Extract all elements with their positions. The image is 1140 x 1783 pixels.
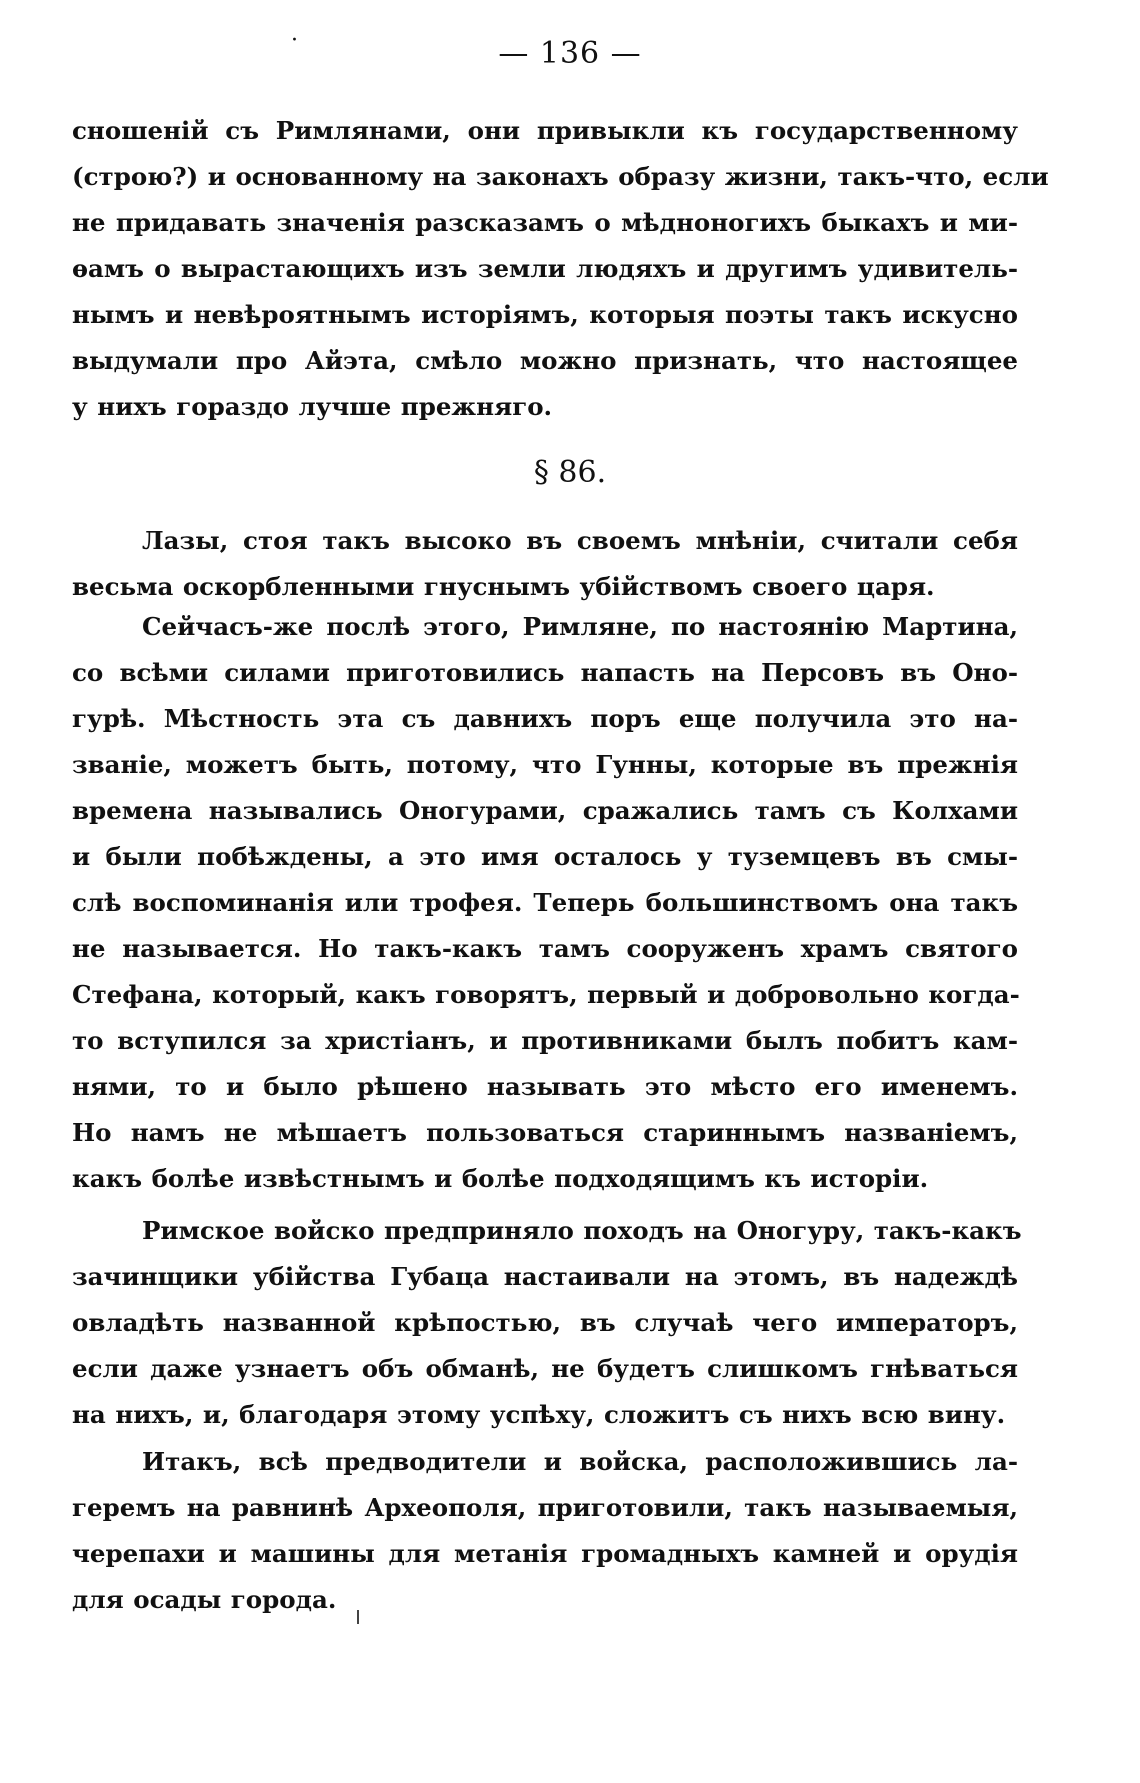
paragraph-line: какъ болѣе извѣстнымъ и болѣе подходящимъ къ исторіи. xyxy=(72,1164,929,1193)
paragraph-1 xyxy=(72,108,1049,430)
paragraph-2 xyxy=(72,518,1018,610)
header-dot: · xyxy=(291,28,298,53)
paragraph-line: у нихъ гораздо лучше прежняго. xyxy=(72,392,553,421)
paragraph-line: на нихъ, и, благодаря этому успѣху, сложитъ съ нихъ всю вину. xyxy=(72,1400,1006,1429)
paragraph-line: (строю?) и основанному на законахъ образу жизни, такъ-что, если xyxy=(72,162,1049,191)
paragraph-line: Сейчасъ-же послѣ этого, Римляне, по настоянію Мартина, xyxy=(142,612,1018,641)
paragraph-line: не придавать значенія разсказамъ о мѣдноногихъ быкахъ и ми- xyxy=(72,208,1018,237)
print-artifact-mark xyxy=(357,1610,359,1624)
section-heading: § 86. xyxy=(533,455,607,490)
paragraph-4 xyxy=(72,1208,1022,1438)
paragraph-line: ѳамъ о вырастающихъ изъ земли людяхъ и другимъ удивитель- xyxy=(72,254,1018,283)
page-number-header: — 136 — xyxy=(498,36,642,71)
paragraph-line: если даже узнаетъ объ обманѣ, не будетъ слишкомъ гнѣваться xyxy=(72,1354,1018,1383)
paragraph-line: для осады города. xyxy=(72,1585,337,1614)
paragraph-line: Римское войско предприняло походъ на Оногуру, такъ-какъ xyxy=(142,1216,1022,1245)
paragraph-line: Но намъ не мѣшаетъ пользоваться стариннымъ названіемъ, xyxy=(72,1118,1018,1147)
paragraph-line: Итакъ, всѣ предводители и войска, расположившись ла- xyxy=(142,1447,1018,1476)
paragraph-line: овладѣть названной крѣпостью, въ случаѣ чего императоръ, xyxy=(72,1308,1018,1337)
paragraph-line: званіе, можетъ быть, потому, что Гунны, которые въ прежнія xyxy=(72,750,1018,779)
paragraph-line: не называется. Но такъ-какъ тамъ сооруженъ храмъ святого xyxy=(72,934,1018,963)
paragraph-line: Лазы, стоя такъ высоко въ своемъ мнѣніи, считали себя xyxy=(142,526,1018,555)
paragraph-line: Стефана, который, какъ говорятъ, первый и добровольно когда- xyxy=(72,980,1020,1009)
paragraph-line: нями, то и было рѣшено называть это мѣсто его именемъ. xyxy=(72,1072,1018,1101)
paragraph-line: и были побѣждены, а это имя осталось у туземцевъ въ смы- xyxy=(72,842,1018,871)
paragraph-line: гурѣ. Мѣстность эта съ давнихъ поръ еще получила это на- xyxy=(72,704,1018,733)
paragraph-line: времена назывались Оногурами, сражались тамъ съ Колхами xyxy=(72,796,1018,825)
paragraph-line: зачинщики убійства Губаца настаивали на этомъ, въ надеждѣ xyxy=(72,1262,1018,1291)
paragraph-line: то вступился за христіанъ, и противниками былъ побитъ кам- xyxy=(72,1026,1018,1055)
paragraph-3 xyxy=(72,604,1018,1202)
paragraph-line: выдумали про Айэта, смѣло можно признать, что настоящее xyxy=(72,346,1018,375)
paragraph-line: геремъ на равнинѣ Археополя, приготовили, такъ называемыя, xyxy=(72,1493,1018,1522)
paragraph-line: весьма оскорбленными гнуснымъ убійствомъ своего царя. xyxy=(72,572,935,601)
paragraph-5 xyxy=(72,1439,1018,1623)
paragraph-line: сношеній съ Римлянами, они привыкли къ государственному xyxy=(72,116,1018,145)
paragraph-line: со всѣми силами приготовились напасть на Персовъ въ Оно- xyxy=(72,658,1018,687)
paragraph-line: нымъ и невѣроятнымъ исторіямъ, которыя поэты такъ искусно xyxy=(72,300,1018,329)
paragraph-line: черепахи и машины для метанія громадныхъ камней и орудія xyxy=(72,1539,1018,1568)
paragraph-line: слѣ воспоминанія или трофея. Теперь большинствомъ она такъ xyxy=(72,888,1018,917)
